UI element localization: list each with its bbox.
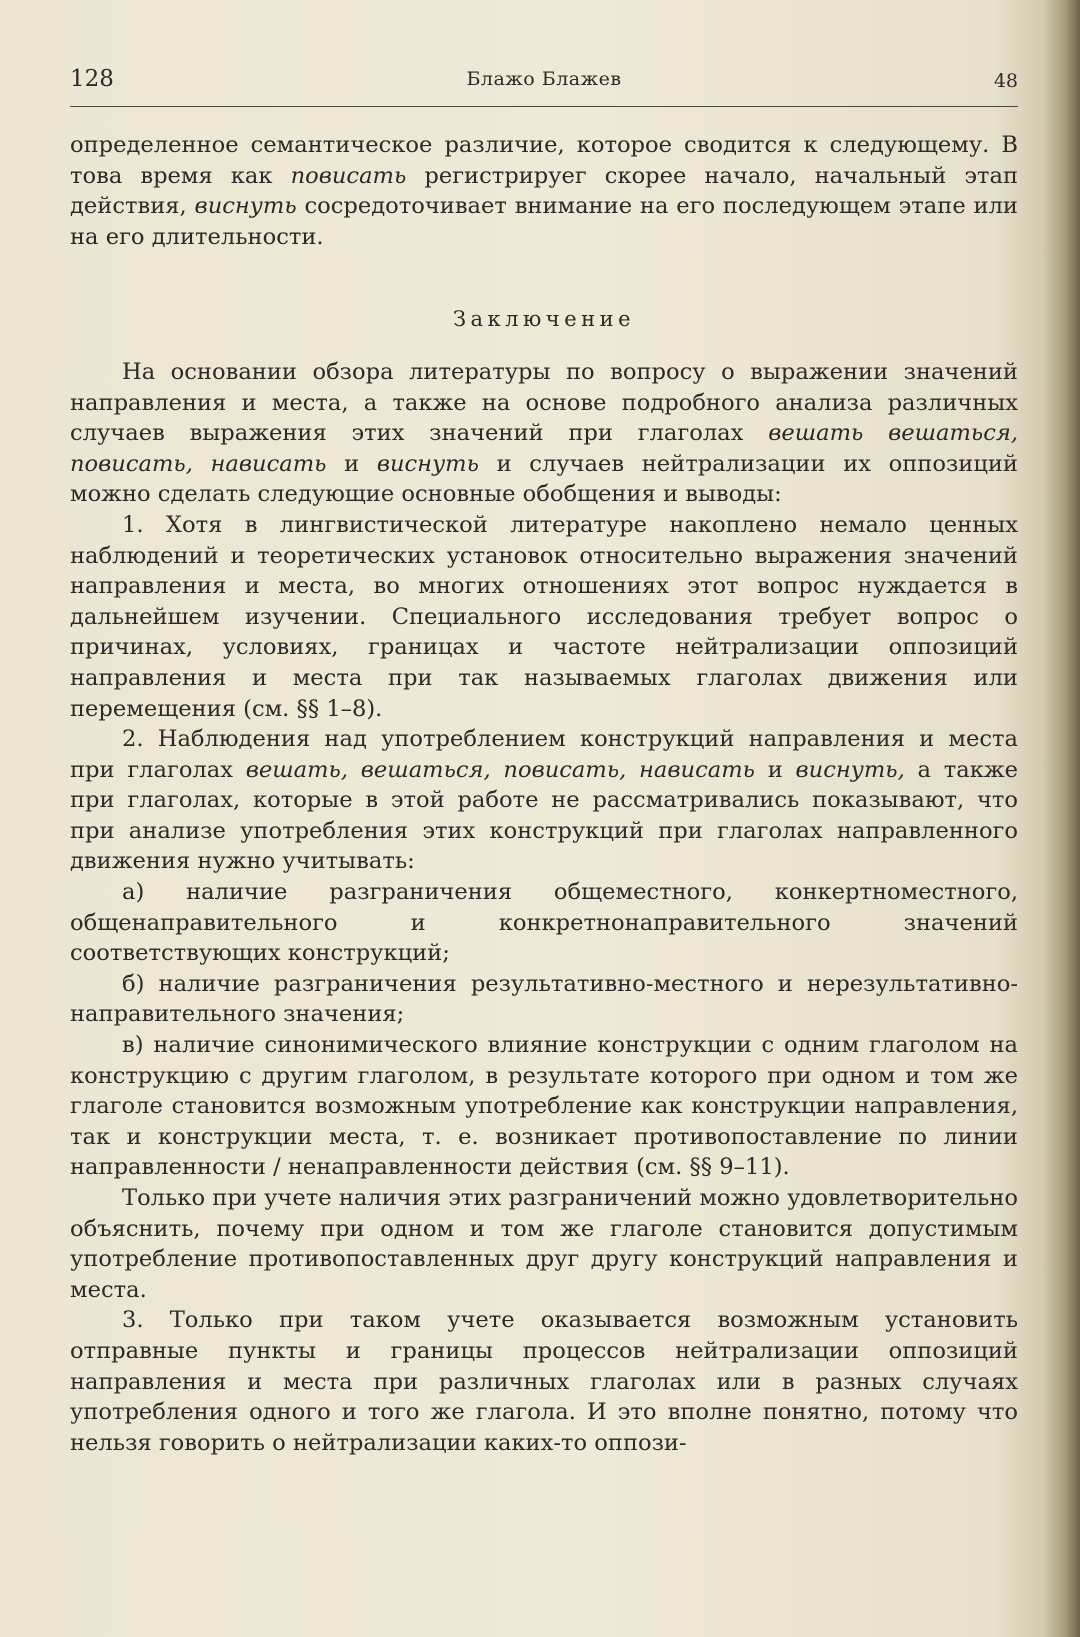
italic-term: виснуть, [795, 756, 905, 783]
page-body [70, 130, 1018, 1458]
italic-term: вешать, вешаться, повисать, нависать [245, 756, 755, 783]
italic-term: вешать вешаться, повисать, нависать [70, 420, 1019, 477]
signature-number: 48 [993, 70, 1018, 92]
text-run: сосредоточивает внимание на его последующем этапе или на его длительности. [70, 193, 1018, 250]
italic-term: виснуть [376, 450, 479, 477]
subpoint-a: а) наличие разграничения общеместного, конкертноместного, общенаправительного и конкретнонаправительного значений соответствующих конструкций; [70, 879, 1018, 967]
point-1: 1. Хотя в лингвистической литературе накоплено немало ценных наблюдений и теоретических установок относительно выражения значений направления и места, во многих отношениях этот вопрос нуждается в дальнейшем изучении. Специального исследования требует вопрос о причинах, условиях, границах и частоте нейтрализации оппозиций направления и места при так называемых глаголах движения или перемещения (см. §§ 1–8). [70, 511, 1018, 722]
text-run: регистрируег скорее начало, начальный этап действия, [70, 162, 1019, 220]
text-run: На основании обзора литературы по вопросу о выражении значений направления и места, а также на основе подробного анализа различных случаев выражения этих значений при глаголах [70, 358, 1018, 447]
running-header [70, 66, 1018, 107]
text-run: и [754, 756, 796, 783]
text-run: и [326, 450, 377, 477]
text-run: 2. Наблюдения над употреблением конструкций направления и места при глаголах [70, 726, 1018, 783]
intro-paragraph [70, 130, 1018, 252]
text-run: определенное семантическое различие, которое сводится к следующему. В това время как [70, 132, 1018, 189]
italic-term: повисать [290, 162, 407, 189]
spine-shadow [1042, 0, 1080, 1637]
italic-term: виснуть [194, 193, 297, 220]
text-run: а также при глаголах, которые в этой работе не рассматривались показывают, что при анализе употребления этих конструкций при глаголах направленного движения нужно учитывать: [70, 756, 1018, 875]
text-run: и случаев нейтрализации их оппозиций можно сделать следующие основные обобщения и выводы: [70, 450, 1018, 508]
subpoint-v: в) наличие синонимического влияние конструкции с одним глаголом на конструкцию с другим глаголом, в результате которого при одном и том же глаголе становится возможным употребление как конструкции направления, так и конструкции места, т. е. возникает противопоставление по линии направленности / ненаправленности действия (см. §§ 9–11). [70, 1032, 1018, 1181]
running-title: Блажо Блажев [466, 68, 622, 90]
conclusion-intro [70, 357, 1018, 510]
page-number: 128 [70, 66, 114, 92]
only-paragraph: Только при учете наличия этих разграничений можно удовлетворительно объяснить, почему при одном и том же глаголе становится допустимым употребление противопоставленных друг другу конструкций направления и места. [70, 1185, 1018, 1303]
point-2 [70, 724, 1018, 877]
section-title: Заключение [452, 307, 636, 332]
point-3: 3. Только при таком учете оказывается возможным установить отправные пункты и границы процессов нейтрализации оппозиций направления и места при различных глаголах или в разных случаях употребления одного и того же глагола. И это вполне понятно, потому что нельзя говорить о нейтрализации каких-то оппози- [70, 1307, 1018, 1456]
subpoint-b: б) наличие разграничения результативно-местного и нерезультативно-направительного значения; [70, 970, 1018, 1028]
